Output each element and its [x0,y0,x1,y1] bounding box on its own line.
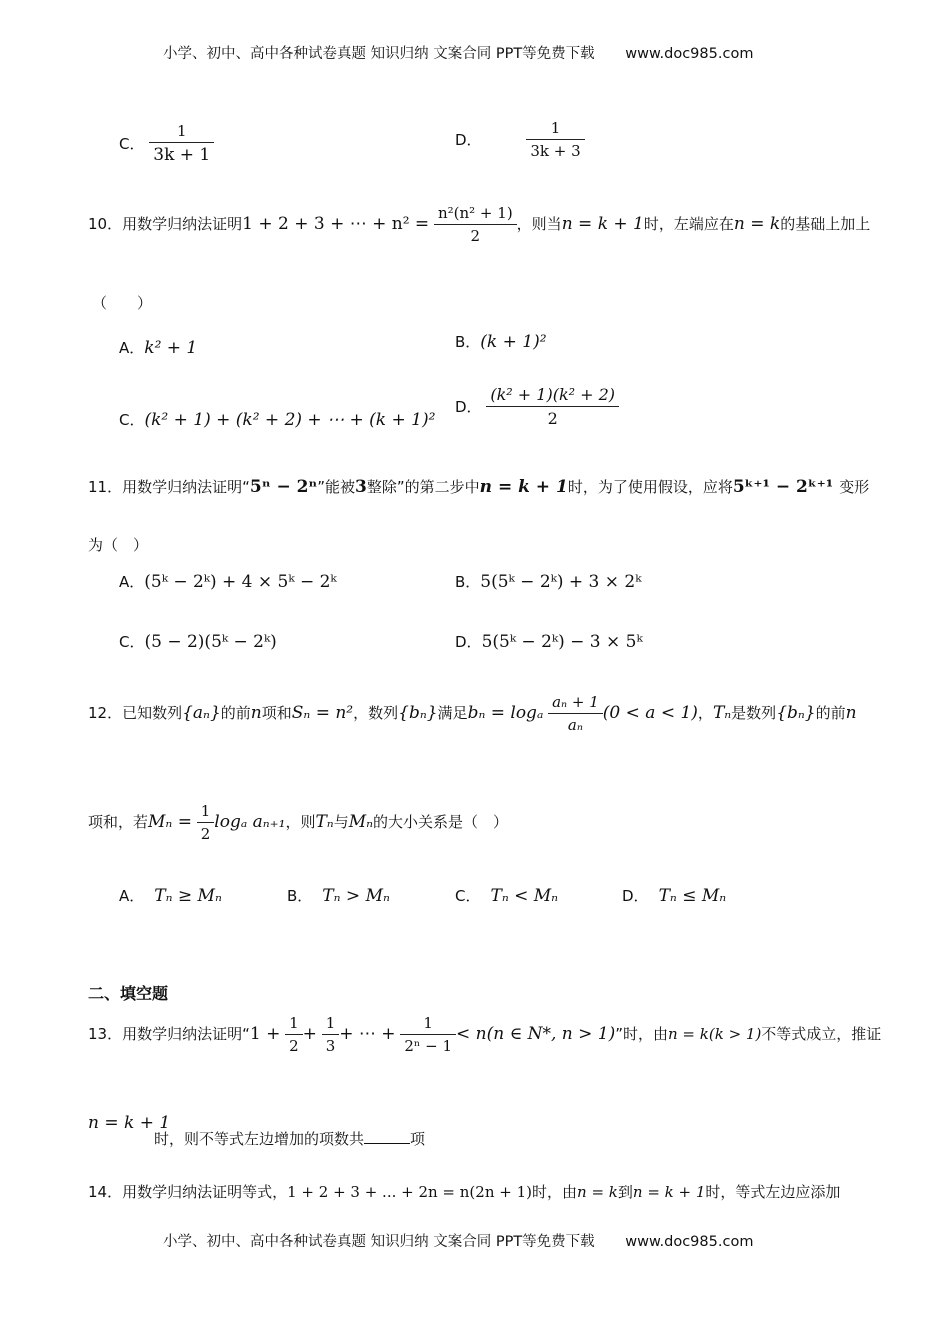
option-label: D． [455,398,482,416]
q12-option-b [287,885,390,906]
var-n: n [845,703,857,723]
q12-option-d [622,885,726,906]
fraction-denominator: 3k + 3 [530,142,581,160]
option-value: (5 − 2)(5ᵏ − 2ᵏ) [144,632,277,652]
stem-text: 是数列 [731,704,777,722]
divisor: 3 [355,477,367,497]
condition: n = k [733,214,781,234]
option-label: C． [119,135,145,153]
expression: 5ⁿ − 2ⁿ [249,477,318,497]
option-label: C． [455,887,481,905]
answer-blank[interactable] [364,1129,410,1144]
inequality: < n(n ∈ N*, n > 1) [456,1024,616,1044]
stem-text: ， [697,704,713,722]
mn: Mₙ [348,812,374,832]
stem-text: ”时，由 [615,1025,668,1043]
question-number: 11． [88,478,123,496]
tn: Tₙ [712,703,732,723]
option-label: A． [119,887,145,905]
fraction-denominator: aₙ [567,716,583,734]
var-n: n [250,703,262,723]
option-label: D． [455,633,482,651]
question-number: 13． [88,1025,123,1043]
option-label: B． [455,333,481,351]
sum-sn: Sₙ = n² [291,703,354,723]
question-number: 14． [88,1183,123,1201]
fraction-denominator: 2 [289,1037,299,1055]
option-value: Tₙ < Mₙ [490,886,559,906]
q9-option-c [119,122,214,165]
option-value: Tₙ > Mₙ [322,886,390,906]
stem-text: ，数列 [353,704,399,722]
mn-def-rhs: logₐ aₙ₊₁ [214,812,286,832]
q10-option-c [119,409,435,430]
option-label: C． [119,411,145,429]
stem-text: 时，等式左边应添加 [705,1183,841,1201]
option-value: Tₙ ≥ Mₙ [154,886,222,906]
option-value: 5(5ᵏ − 2ᵏ) − 3 × 5ᵏ [481,632,643,652]
fraction-numerator: 1 [526,119,584,140]
question-11-stem [88,476,869,497]
expression: 5ᵏ⁺¹ − 2ᵏ⁺¹ [732,477,834,497]
question-number: 10． [88,215,123,233]
sequence-an: {aₙ} [182,703,221,723]
fraction-numerator: 1 [285,1014,303,1035]
condition: n = k + 1 [479,477,568,497]
fraction-denominator: 2 [470,227,481,245]
formula: 1 + 2 + 3 + ... + 2n = n(2n + 1) [287,1183,532,1201]
stem-text: 项和，若 [88,813,149,831]
fraction-numerator: 1 [197,802,215,823]
stem-text: 满足 [437,704,468,722]
page-footer [163,1230,753,1251]
stem-text: 用数学归纳法证明“ [122,478,250,496]
fraction-denominator: 3k + 1 [153,145,211,165]
stem-text: 时，左端应在 [643,215,734,233]
stem-text: 用数学归纳法证明等式， [122,1183,288,1201]
question-number: 12． [88,704,123,722]
fraction-numerator: 1 [149,122,214,143]
question-10-stem [88,204,870,245]
q12-option-a [119,885,222,906]
question-14-stem [88,1181,840,1202]
bn-def-lhs: bₙ = logₐ [467,703,544,723]
option-label: D． [455,131,482,149]
fraction-numerator: 1 [400,1014,456,1035]
mn-def-lhs: Mₙ = [148,812,192,832]
question-13-stem [88,1014,881,1055]
footer-text: 小学、初中、高中各种试卷真题 知识归纳 文案合同 PPT等免费下载 [163,1234,595,1250]
sequence-bn: {bₙ} [398,703,438,723]
q10-option-a [119,337,197,358]
option-label: A． [119,573,145,591]
option-value: (k + 1)² [480,332,547,352]
q12-option-c [455,885,558,906]
stem-text: 用数学归纳法证明 [122,215,243,233]
option-value: (k² + 1) + (k² + 2) + ⋯ + (k + 1)² [144,410,436,430]
condition: n = k + 1 [632,1183,706,1201]
footer-site: www.doc985.com [625,1234,754,1250]
section-title: 二、填空题 [88,984,169,1003]
tn: Tₙ [315,812,334,832]
option-label: B． [455,573,481,591]
q9-option-d [455,119,585,160]
fraction-denominator: 3 [325,1037,336,1055]
q10-option-d [455,385,619,428]
stem-text: 整除”的第二步中 [366,478,480,496]
fraction-denominator: 2 [547,409,558,428]
stem-text: ，则当 [516,215,562,233]
fraction-numerator: 1 [322,1014,340,1035]
plus: + [302,1024,317,1044]
option-value: 5(5ᵏ − 2ᵏ) + 3 × 2ᵏ [480,572,642,592]
ellipsis: + ⋯ + [339,1024,396,1044]
option-label: B． [287,887,313,905]
fraction-denominator: 2ⁿ − 1 [404,1037,453,1055]
header-text: 小学、初中、高中各种试卷真题 知识归纳 文案合同 PPT等免费下载 [163,46,595,62]
sequence-bn: {bₙ} [776,703,816,723]
condition: n = k + 1 [561,214,644,234]
fraction-denominator: 2 [200,825,211,843]
stem-text: 不等式成立，推证 [761,1025,882,1043]
question-13-stem-cont-2 [154,1128,425,1149]
stem-text: 项 [410,1130,426,1148]
q10-option-b [455,331,547,352]
condition: n = k [577,1183,618,1201]
option-label: D． [622,887,649,905]
question-12-stem-cont [88,802,508,843]
stem-text: 的大小关系是（ ） [373,813,509,831]
condition: n = k(k > 1) [668,1025,762,1043]
question-12-stem [88,693,857,734]
option-value: k² + 1 [144,338,198,358]
formula-lhs: 1 + 2 + 3 + ⋯ + n² = [242,214,430,234]
page-header [163,42,753,63]
header-site: www.doc985.com [625,46,754,62]
stem-text: 的基础上加上 [780,215,871,233]
option-label: C． [119,633,145,651]
q11-option-c [119,631,277,652]
bn-condition: (0 < a < 1) [602,703,698,723]
stem-text: ”能被 [317,478,356,496]
question-11-stem-cont: 为（ ） [88,536,149,554]
answer-bracket: （ ） [92,294,153,312]
q11-option-a [119,571,337,592]
stem-text: 项和 [261,704,292,722]
option-label: A． [119,339,145,357]
sum-start: 1 + [249,1024,281,1044]
stem-text: 与 [333,813,349,831]
option-value: (5ᵏ − 2ᵏ) + 4 × 5ᵏ − 2ᵏ [144,572,337,592]
stem-text: ，则 [285,813,316,831]
stem-text: 用数学归纳法证明“ [122,1025,250,1043]
stem-text: 已知数列 [122,704,183,722]
condition: n = k + 1 [88,1113,171,1133]
q11-option-b [455,571,641,592]
option-value: Tₙ ≤ Mₙ [658,886,727,906]
q11-option-d [455,631,643,652]
stem-text: 时，则不等式左边增加的项数共 [154,1130,365,1148]
stem-text: 的前 [220,704,251,722]
stem-text: 的前 [815,704,846,722]
stem-text: 变形 [839,478,870,496]
stem-text: 时，由 [532,1183,578,1201]
fraction-numerator: n²(n² + 1) [434,204,517,225]
fraction-numerator: aₙ + 1 [548,693,603,714]
fraction-numerator: (k² + 1)(k² + 2) [486,385,619,407]
stem-text: 到 [617,1183,633,1201]
stem-text: 时，为了使用假设，应将 [567,478,733,496]
